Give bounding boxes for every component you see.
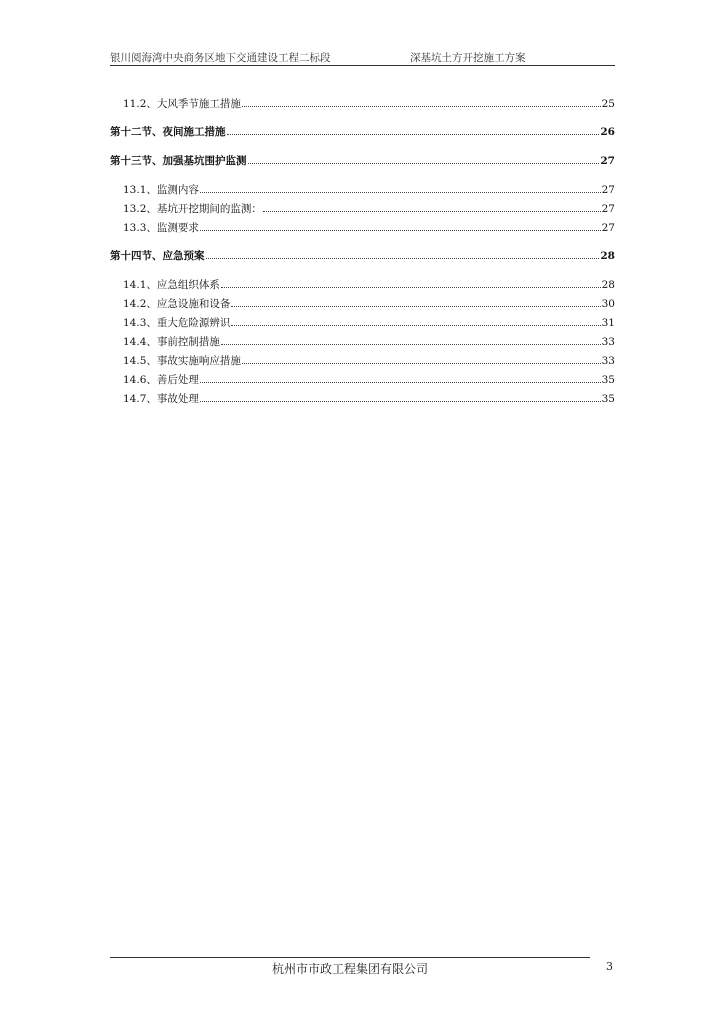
toc-page-number: 25	[601, 98, 615, 110]
toc-entry-14-6[interactable]	[110, 372, 615, 391]
footer-company-name: 杭州市市政工程集团有限公司	[271, 962, 428, 976]
toc-entry-14-5[interactable]	[110, 353, 615, 372]
dot-leader	[242, 362, 601, 364]
toc-entry-label: 14.2、应急设施和设备	[123, 298, 231, 310]
toc-section-12[interactable]	[110, 124, 615, 144]
toc-page-number: 31	[601, 317, 615, 329]
dot-leader	[200, 191, 601, 193]
toc-page-number: 27	[601, 222, 615, 234]
toc-entry-13-3[interactable]	[110, 220, 615, 239]
dot-leader	[200, 229, 601, 231]
header-document-title: 深基坑土方开挖施工方案	[410, 52, 526, 64]
toc-entry-label: 第十三节、加强基坑围护监测	[110, 155, 247, 167]
dot-leader	[227, 133, 600, 135]
dot-leader	[206, 257, 600, 259]
toc-entry-label: 13.1、监测内容	[123, 184, 199, 196]
dot-leader	[263, 210, 601, 212]
toc-entry-13-2[interactable]	[110, 201, 615, 220]
footer-divider	[110, 957, 590, 958]
page-number: 3	[606, 960, 613, 973]
toc-entry-label: 14.6、善后处理	[123, 374, 199, 386]
toc-entry-14-3[interactable]	[110, 315, 615, 334]
dot-leader	[248, 162, 600, 164]
toc-page-number: 27	[600, 155, 615, 167]
toc-page-number: 28	[600, 250, 615, 262]
toc-entry-label: 14.5、事故实施响应措施	[123, 355, 241, 367]
dot-leader	[242, 105, 601, 107]
toc-page-number: 28	[601, 279, 615, 291]
header-project-name: 银川阅海湾中央商务区地下交通建设工程二标段	[110, 52, 331, 64]
toc-entry-label: 14.1、应急组织体系	[123, 279, 220, 291]
dot-leader	[221, 343, 601, 345]
toc-section-14[interactable]	[110, 248, 615, 268]
dot-leader	[231, 305, 600, 307]
toc-page-number: 27	[601, 184, 615, 196]
toc-entry-label: 14.4、事前控制措施	[123, 336, 220, 348]
toc-page-number: 26	[600, 126, 615, 138]
toc-entry-14-1[interactable]	[110, 277, 615, 296]
dot-leader	[231, 324, 600, 326]
toc-entry-13-1[interactable]	[110, 182, 615, 201]
toc-entry-14-4[interactable]	[110, 334, 615, 353]
toc-entry-label: 14.7、事故处理	[123, 393, 199, 405]
toc-page-number: 30	[601, 298, 615, 310]
toc-entry-label: 13.3、监测要求	[123, 222, 199, 234]
toc-entry-14-2[interactable]	[110, 296, 615, 315]
dot-leader	[200, 400, 601, 402]
toc-entry-11-2[interactable]	[110, 96, 615, 115]
toc-entry-14-7[interactable]	[110, 391, 615, 410]
dot-leader	[221, 286, 601, 288]
toc-page-number: 35	[601, 393, 615, 405]
page-header	[110, 50, 615, 66]
toc-page-number: 33	[601, 336, 615, 348]
toc-entry-label: 14.3、重大危险源辨识	[123, 317, 231, 329]
toc-page-number: 33	[601, 355, 615, 367]
toc-entry-label: 13.2、基坑开挖期间的监测：	[123, 203, 262, 215]
toc-section-13[interactable]	[110, 153, 615, 173]
toc-page-number: 35	[601, 374, 615, 386]
table-of-contents	[110, 96, 615, 410]
toc-page-number: 27	[601, 203, 615, 215]
toc-entry-label: 11.2、大风季节施工措施	[123, 98, 241, 110]
dot-leader	[200, 381, 601, 383]
toc-entry-label: 第十二节、夜间施工措施	[110, 126, 226, 138]
toc-entry-label: 第十四节、应急预案	[110, 250, 205, 262]
